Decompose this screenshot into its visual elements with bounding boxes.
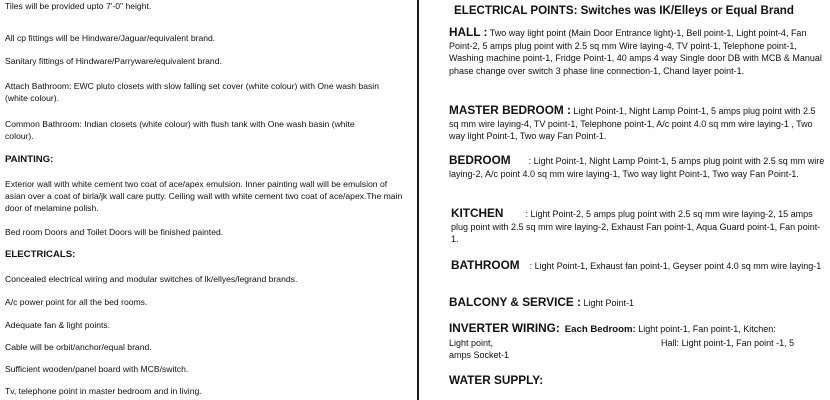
tv-telephone-text: Tv, telephone point in master bedroom and in living. xyxy=(5,386,202,396)
balcony-label: BALCONY & SERVICE : xyxy=(449,295,581,309)
cable-text: Cable will be orbit/anchor/equal brand. xyxy=(5,342,152,352)
common-bathroom-text: Common Bathroom: Indian closets (white colour) with flush tank with One wash basin (white colour). xyxy=(5,119,355,141)
kitchen-label: KITCHEN xyxy=(451,206,504,220)
inverter-text-1: Light point-1, Fan point-1, Kitchen: xyxy=(635,324,776,334)
sanitary-text: Sanitary fittings of Hindware/Parryware/equivalent brand. xyxy=(5,56,222,66)
bedroom-colon: : xyxy=(528,156,532,166)
inverter-text-4: amps Socket-1 xyxy=(449,350,510,361)
bedroom-label: BEDROOM xyxy=(449,153,511,167)
cp-fittings-text: All cp fittings will be Hindware/Jaguar/equivalent brand. xyxy=(5,33,216,43)
inverter-text-2: Light point, xyxy=(449,337,494,348)
attach-bathroom-text: Attach Bathroom: EWC pluto closets with slow falling set cover (white colour) with One wash basin (white colour). xyxy=(5,81,379,103)
painting-heading: PAINTING: xyxy=(5,154,54,165)
water-supply-heading: WATER SUPPLY: xyxy=(449,373,544,387)
ac-point-text: A/c power point for all the bed rooms. xyxy=(5,297,148,307)
inverter-hall-label: Hall: xyxy=(661,337,680,348)
bathroom-colon: : xyxy=(529,261,533,271)
hall-section xyxy=(449,26,827,78)
bathroom-label: BATHROOM xyxy=(451,258,520,272)
tiles-text: Tiles will be provided upto 7'-0" height. xyxy=(5,1,152,11)
doors-text: Bed room Doors and Toilet Doors will be finished painted. xyxy=(5,227,224,237)
balcony-text: Light Point-1 xyxy=(580,298,635,308)
electrical-points-title: ELECTRICAL POINTS: Switches was IK/Elleys or Equal Brand xyxy=(454,4,794,17)
hall-label: HALL : xyxy=(449,25,488,39)
master-bedroom-text: Light Point-1, Night Lamp Point-1, 5 amps plug point with 2.5 sq mm wire laying-4, TV point-1, Telephone point-1, A/c point 4.0 sq mm wire laying-1 , Two way light Point-1, Two way Fan Point-1. xyxy=(449,106,816,142)
fan-light-text: Adequate fan & light points. xyxy=(5,320,111,330)
kitchen-text: Light Point-2, 5 amps plug point with 2.5 sq mm wire laying-2, 15 amps plug point with 2.5 sq mm wire laying-2, Exhaust Fan point-1, Aqua Guard point-1, Fan point-1. xyxy=(451,209,821,245)
painting-text: Exterior wall with white cement two coat of ace/apex emulsion. Inner painting wall will be emulsion of asian over a coat of birla/jk wall care putty. Ceiling wall with white cement two coat of ace/apex.The main door of melamine polish. xyxy=(5,179,403,213)
bedroom-text: Light Point-1, Night Lamp Point-1, 5 amps plug point with 2.5 sq mm wire laying-2, A/c point 4.0 sq mm wire laying-1, Two way light Point-1, Two way Fan Point-1. xyxy=(449,156,825,179)
kitchen-section xyxy=(451,207,827,246)
master-bedroom-label: MASTER BEDROOM : xyxy=(449,103,571,117)
inverter-label: INVERTER WIRING: xyxy=(449,321,560,335)
panel-board-text: Sufficient wooden/panel board with MCB/switch. xyxy=(5,364,189,374)
master-bedroom-section xyxy=(449,104,827,143)
kitchen-colon: : xyxy=(525,209,528,219)
inverter-each-bedroom-label: Each Bedroom: xyxy=(564,324,636,335)
electricals-heading: ELECTRICALS: xyxy=(5,249,76,260)
bedroom-section xyxy=(449,154,827,180)
column-divider xyxy=(417,0,419,400)
balcony-section xyxy=(449,296,827,310)
bathroom-text: Light Point-1, Exhaust fan point-1, Geyser point 4.0 sq mm wire laying-1 xyxy=(532,261,822,271)
inverter-section xyxy=(449,322,827,362)
hall-text: Two way light point (Main Door Entrance light)-1, Bell point-1, Light point-4, Fan Point-2, 5 amps plug point with 2.5 sq mm Wire laying-4, TV point-1, Telephone point-1, Washing machine point-1, Fridge Point-1, 40 amps 4 way Single door DB with MCB & Manual phase change over switch 3 phase line connection-1, Chand layer point-1. xyxy=(449,28,822,77)
inverter-text-3: Light point-1, Fan point -1, 5 xyxy=(679,337,795,348)
wiring-text: Concealed electrical wiring and modular switches of lk/ellyes/legrand brands. xyxy=(5,274,298,284)
bathroom-section xyxy=(451,259,825,273)
